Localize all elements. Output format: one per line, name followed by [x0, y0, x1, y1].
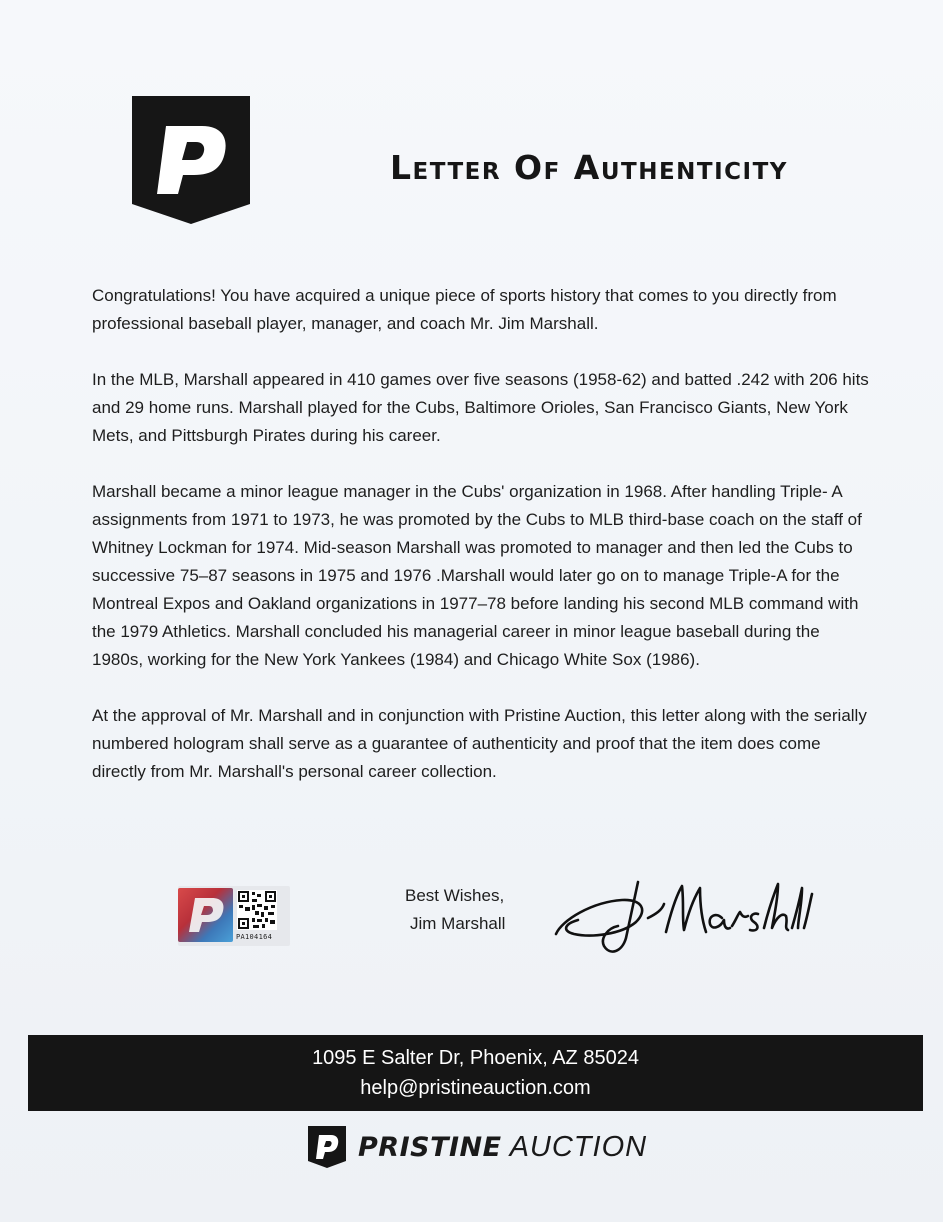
letter-paragraph: Congratulations! You have acquired a unique piece of sports history that comes to you directly from professional baseball player, manager, and coach Mr. Jim Marshall.	[92, 286, 837, 333]
letter-paragraph: Marshall became a minor league manager in the Cubs' organization in 1968. After handling Triple- A assignments from 1971 to 1973, he was promoted by the Cubs to MLB third-base coach on the staff of Whitney Lockman for 1974. Mid-season Marshall was promoted to manager and then led the Cubs to successive 75–87 seasons in 1975 and 1976 .Marshall would later go on to manage Triple-A for the Montreal Expos and Oakland organizations in 1977–78 before landing his second MLB command with the 1979 Athletics. Marshall concluded his managerial career in minor league baseball during the 1980s, working for the New York Yankees (1984) and Chicago White Sox (1986).	[92, 482, 862, 669]
page-title: Letter Of Authenticity	[390, 148, 788, 187]
letter-body	[92, 282, 872, 814]
hologram-serial: PA104164	[236, 933, 273, 941]
footer-email[interactable]: help@pristineauction.com	[360, 1077, 591, 1099]
qr-code-icon	[237, 890, 277, 930]
letter-paragraph: In the MLB, Marshall appeared in 410 games over five seasons (1958-62) and batted .242 with 206 hits and 29 home runs. Marshall played for the Cubs, Baltimore Orioles, San Francisco Giants, New York Mets, and Pittsburgh Pirates during his career.	[92, 370, 869, 445]
pristine-p-logo-icon	[308, 1126, 346, 1168]
closing-salutation: Best Wishes,	[405, 886, 505, 905]
footer-brand	[308, 1126, 647, 1168]
handwritten-signature-icon	[552, 872, 814, 962]
closing-block	[405, 882, 505, 938]
brand-name-bold: PRISTINE	[358, 1131, 502, 1163]
hologram-sticker-icon	[178, 886, 290, 946]
pristine-p-shield-icon	[132, 96, 250, 224]
footer-contact-bar	[28, 1035, 923, 1111]
footer-address: 1095 E Salter Dr, Phoenix, AZ 85024	[312, 1047, 639, 1069]
closing-name: Jim Marshall	[410, 914, 506, 933]
letter-paragraph: At the approval of Mr. Marshall and in conjunction with Pristine Auction, this letter along with the serially numbered hologram shall serve as a guarantee of authenticity and proof that the item does come directly from Mr. Marshall's personal career collection.	[92, 706, 867, 781]
hologram-logo-icon	[178, 888, 233, 942]
brand-name-light: AUCTION	[509, 1130, 648, 1163]
